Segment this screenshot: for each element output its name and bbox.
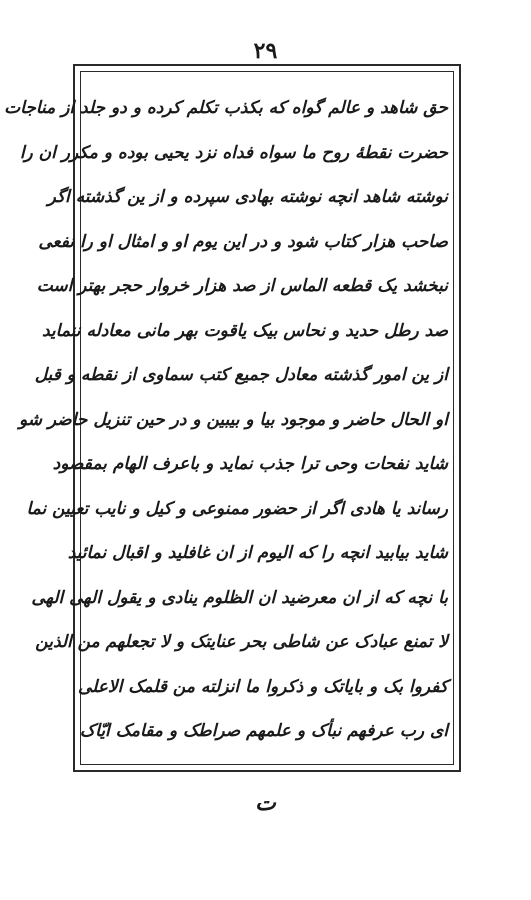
text-line: صاحب هزار کتاب شود و در این یوم او و امثال او را نفعی (38, 231, 448, 252)
manuscript-text-block (4, 86, 448, 754)
text-line: شاید بیابید انچه را که الیوم از ان غافلید و اقبال نمائید (67, 543, 448, 563)
text-line: ای رب عرفهم نبأک و علمهم صراطک و مقامک ایّاک (79, 721, 448, 741)
text-line: از ین امور گذشته معادل جمیع کتب سماوی از نقطه و قبل (34, 365, 448, 385)
text-line: حق شاهد و عالم گواه که بکذب تکلم کرده و دو جلد از مناجات (4, 98, 448, 118)
text-line: شاید نفحات وحی ترا جذب نماید و باعرف الهام بمقصود (52, 454, 448, 474)
page-number: ۲۹ (253, 38, 278, 64)
text-line: لا تمنع عبادک عن شاطی بحر عنایتک و لا تجعلهم من الذین (35, 632, 448, 652)
text-line: او الحال حاضر و موجود بیا و بیبین و در حین تنزیل حاضر شو (18, 409, 448, 430)
text-line: رساند یا هادی اگر از حضور ممنوعی و کیل و نایب تعیین نما (26, 498, 448, 519)
text-line: نبخشد یک قطعه الماس از صد هزار خروار حجر بهتر است (36, 276, 448, 296)
text-line: کفروا بک و بایاتک و ذکروا ما انزلته من قلمک الاعلی (77, 676, 448, 697)
text-line: با نچه که از ان معرضید ان الظلوم ینادی و یقول الهی الهی (31, 587, 448, 608)
text-line: حضرت نقطهٔ روح ما سواه فداه نزد یحیی بوده و مکرر ان را (19, 142, 448, 163)
text-line: صد رطل حدید و نحاس بیک یاقوت بهر مانی معادله ننماید (42, 320, 448, 341)
text-line: نوشته شاهد انچه نوشته بهادی سپرده و از ین گذشته اگر (47, 187, 448, 207)
catchword: ت (255, 790, 276, 816)
